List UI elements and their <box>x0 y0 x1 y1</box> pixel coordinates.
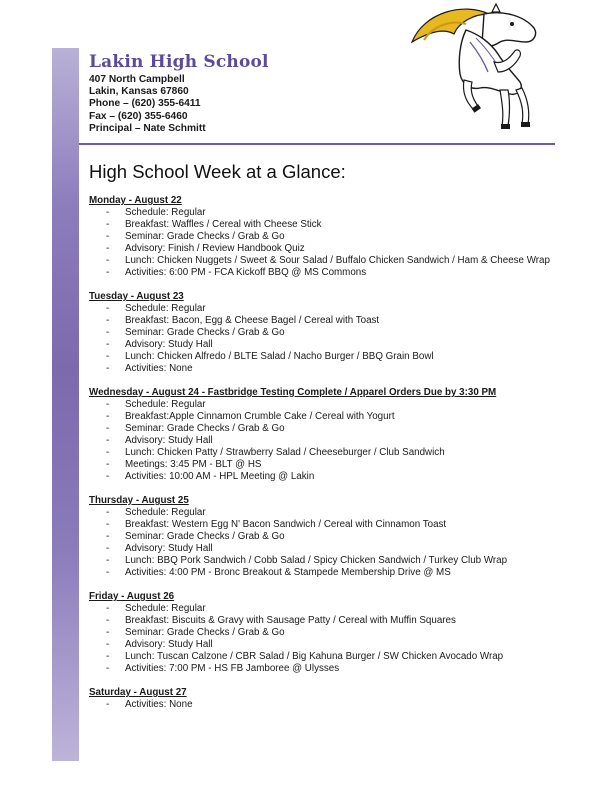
purple-sidebar-bar <box>52 48 79 761</box>
day-heading: Thursday - August 25 <box>89 495 189 506</box>
list-item: - Lunch: Chicken Patty / Strawberry Salad / Cheeseburger / Club Sandwich <box>106 447 445 458</box>
list-item: - Seminar: Grade Checks / Grab & Go <box>106 423 285 434</box>
day-section-saturday <box>89 687 564 711</box>
day-heading: Friday - August 26 <box>89 591 175 602</box>
list-item: - Activities: None <box>106 699 193 710</box>
list-item: - Activities: None <box>106 363 193 374</box>
list-item: - Lunch: Chicken Alfredo / BLTE Salad / Nacho Burger / BBQ Grain Bowl <box>106 351 434 362</box>
list-item: - Advisory: Study Hall <box>106 435 213 446</box>
list-item: - Seminar: Grade Checks / Grab & Go <box>106 327 285 338</box>
list-item: - Schedule: Regular <box>106 303 206 314</box>
school-address-block <box>89 74 206 135</box>
list-item: - Schedule: Regular <box>106 207 206 218</box>
list-item: - Seminar: Grade Checks / Grab & Go <box>106 531 285 542</box>
list-item: - Schedule: Regular <box>106 399 206 410</box>
list-item: - Activities: 6:00 PM - FCA Kickoff BBQ @ MS Commons <box>106 267 367 278</box>
principal-line: Principal – Nate Schmitt <box>89 122 206 134</box>
phone-line: Phone – (620) 355-6411 <box>89 98 201 110</box>
list-item: - Seminar: Grade Checks / Grab & Go <box>106 231 285 242</box>
list-item: - Breakfast: Biscuits & Gravy with Sausage Patty / Cereal with Muffin Squares <box>106 615 456 626</box>
list-item: - Advisory: Finish / Review Handbook Quiz <box>106 243 305 254</box>
day-heading: Tuesday - August 23 <box>89 291 184 302</box>
day-section-tuesday <box>89 291 564 375</box>
day-heading: Saturday - August 27 <box>89 687 187 698</box>
bronco-horse-icon <box>404 2 544 132</box>
list-item: - Lunch: BBQ Pork Sandwich / Cobb Salad / Spicy Chicken Sandwich / Turkey Club Wrap <box>106 555 508 566</box>
list-item: - Activities: 10:00 AM - HPL Meeting @ Lakin <box>106 471 315 482</box>
week-schedule <box>89 195 564 723</box>
day-section-friday <box>89 591 564 675</box>
header-divider <box>79 143 555 145</box>
day-section-monday <box>89 195 564 279</box>
list-item: - Breakfast: Bacon, Egg & Cheese Bagel / Cereal with Toast <box>106 315 380 326</box>
address-line: 407 North Campbell <box>89 74 185 85</box>
school-name: Lakin High School <box>89 52 269 72</box>
day-heading: Wednesday - August 24 - Fastbridge Testing Complete / Apparel Orders Due by 3:30 PM <box>89 387 497 398</box>
day-section-wednesday <box>89 387 564 483</box>
list-item: - Advisory: Study Hall <box>106 543 213 554</box>
list-item: - Activities: 7:00 PM - HS FB Jamboree @ Ulysses <box>106 663 340 674</box>
list-item: - Breakfast:Apple Cinnamon Crumble Cake / Cereal with Yogurt <box>106 411 395 422</box>
list-item: - Schedule: Regular <box>106 603 206 614</box>
list-item: - Advisory: Study Hall <box>106 639 213 650</box>
list-item: - Lunch: Chicken Nuggets / Sweet & Sour Salad / Buffalo Chicken Sandwich / Ham & Cheese Wrap <box>106 255 550 266</box>
list-item: - Seminar: Grade Checks / Grab & Go <box>106 627 285 638</box>
list-item: - Meetings: 3:45 PM - BLT @ HS <box>106 459 262 470</box>
fax-line: Fax – (620) 355-6460 <box>89 110 188 122</box>
list-item: - Schedule: Regular <box>106 507 206 518</box>
list-item: - Lunch: Tuscan Calzone / CBR Salad / Big Kahuna Burger / SW Chicken Avocado Wrap <box>106 651 504 662</box>
address-line: Lakin, Kansas 67860 <box>89 86 189 98</box>
list-item: - Activities: 4:00 PM - Bronc Breakout & Stampede Membership Drive @ MS <box>106 567 451 578</box>
list-item: - Advisory: Study Hall <box>106 339 213 350</box>
day-heading: Monday - August 22 <box>89 195 182 206</box>
page-title: High School Week at a Glance: <box>89 161 346 182</box>
list-item: - Breakfast: Western Egg N' Bacon Sandwich / Cereal with Cinnamon Toast <box>106 519 447 530</box>
list-item: - Breakfast: Waffles / Cereal with Cheese Stick <box>106 219 322 230</box>
day-section-thursday <box>89 495 564 579</box>
